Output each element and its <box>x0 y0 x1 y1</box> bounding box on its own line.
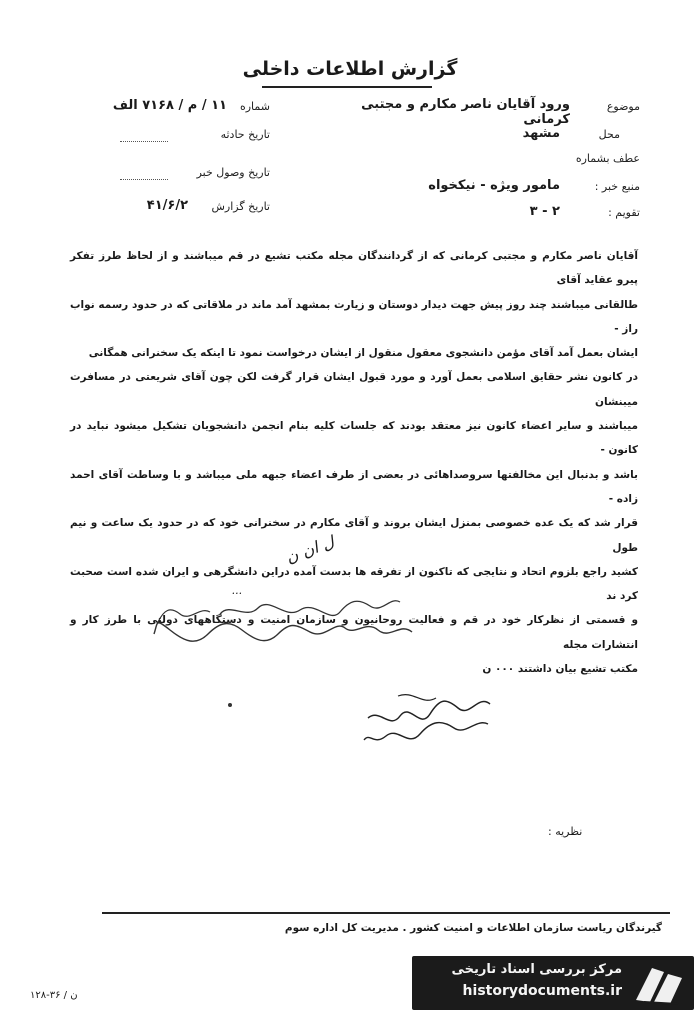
news-date-label: تاریخ وصول خبر <box>196 166 270 179</box>
body-line: و قسمتی از نظرکار خود در قم و فعالیت روحانیون و سازمان امنیت و دستگاههای دولتی با طرز کار و انتشارات مجله <box>70 614 638 651</box>
handwritten-signature <box>358 688 498 748</box>
body-line: باشد و بدنبال این مخالفتها سروصداهائی در بعضی از طرف اعضاء جبهه ملی میباشد و با وساطت آقای احمد زاده - <box>70 468 638 505</box>
number-value: ۱۱ / م / ۷۱۶۸ الف <box>112 98 227 113</box>
subject-value: ورود آقایان ناصر مکارم و مجتبی کرمانی <box>361 97 570 127</box>
event-date-label: تاریخ حادثه <box>220 128 270 141</box>
body-line: قرار شد که یک عده خصوصی بمنزل ایشان بروند و آقای مکارم در سخنرانی خود که در حدود یک ساعت و نیم طول <box>70 517 638 554</box>
handwritten-note: ل ان ن <box>283 532 337 567</box>
body-line: در کانون نشر حقایق اسلامی بعمل آورد و مورد قبول ایشان قرار گرفت لکن چون آقای شریعتی در مسافرت میبنشان <box>70 371 638 408</box>
document-code: ۱۲۸-۳۶ / ن <box>30 990 78 1001</box>
footer-divider <box>102 912 670 914</box>
ink-dot <box>228 703 232 707</box>
source-value: مامور ویژه - نیکخواه <box>428 178 560 193</box>
report-date-label: تاریخ گزارش <box>211 200 270 213</box>
source-label: منبع خبر : <box>594 180 640 193</box>
news-date-line <box>120 179 168 180</box>
watermark-url: historydocuments.ir <box>462 983 622 999</box>
recipients-line: گیرندگان ریاست سازمان اطلاعات و امنیت کشور . مدیریت کل اداره سوم <box>284 922 662 934</box>
body-line: کشید راجع بلزوم اتحاد و نتایجی که تاکنون از تفرقه ها بدست آمده دراین دانشگرهی و ایران شده است صحبت کرد ند <box>70 565 638 603</box>
body-line: مکتب تشیع بیان داشتند ۰۰۰ ن <box>482 663 638 676</box>
watermark-name: مرکز بررسی اسناد تاریخی <box>451 962 622 977</box>
handwritten-mark: ... <box>232 584 243 597</box>
body-line: میباشند و سایر اعضاء کانون نیز معتقد بودند که جلسات کلیه بنام انجمن دانشجویان تشکیل میشود نباید در کانون - <box>70 420 638 457</box>
event-date-line <box>120 141 168 142</box>
evaluation-label: تقویم : <box>608 206 640 219</box>
body-line: طالقانی میباشند چند روز پیش جهت دیدار دوستان و زیارت بمشهد آمد ماند در ملاقاتی که در حدود رسمه نواب راز - <box>70 298 638 335</box>
number-label: شماره <box>239 100 270 113</box>
place-value: مشهد <box>522 126 560 141</box>
evaluation-value: ۳ - ۲ <box>529 204 560 219</box>
reference-label: عطف بشماره <box>575 152 640 165</box>
page-title: گزارش اطلاعات داخلی <box>242 58 458 80</box>
archive-logo-icon <box>630 962 688 1006</box>
body-line: آقایان ناصر مکارم و مجتبی کرمانی که از گردانندگان مجله مکتب تشیع در قم میباشند و از لحاظ طرز تفکر پیرو عقاید آقای <box>70 250 638 287</box>
subject-label: موضوع <box>606 100 640 113</box>
report-date-value: ۴۱/۶/۲ <box>146 198 188 213</box>
place-label: محل <box>598 128 620 141</box>
opinion-label: نظریه : <box>548 825 583 838</box>
handwritten-instruction <box>150 592 420 662</box>
body-line: ایشان بعمل آمد آقای مؤمن دانشجوی معقول منقول از ایشان درخواست نمود تا اینکه یک سخنرانی همگانی <box>88 347 638 360</box>
title-underline <box>262 86 432 88</box>
